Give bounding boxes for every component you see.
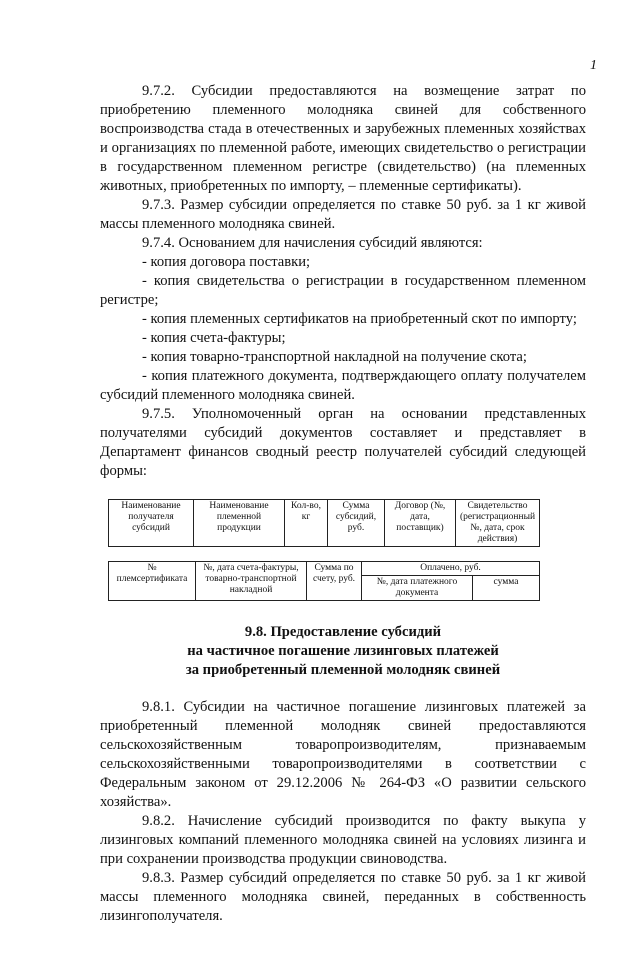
list-item: - копия договора поставки; xyxy=(142,254,311,270)
table-header: Наименование получателя субсидий xyxy=(109,500,194,547)
list-item: - копия платежного документа, подтверждающего оплату получателем субсидий племенного молодняка свиней. xyxy=(100,368,586,403)
paragraph: 9.8.3. Размер субсидий определяется по ставке 50 руб. за 1 кг живой массы племенного молодняка свиней, переданных в собственность лизингополучателя. xyxy=(100,870,586,924)
paragraph: 9.7.4. Основанием для начисления субсидий являются: xyxy=(142,235,483,251)
section-heading xyxy=(100,623,586,680)
list-item: - копия счета-фактуры; xyxy=(142,330,286,346)
table-header: Кол-во, кг xyxy=(285,500,328,547)
heading-line: за приобретенный племенной молодняк свиней xyxy=(185,662,501,678)
registry-table-2 xyxy=(108,561,540,601)
paragraph: 9.7.3. Размер субсидии определяется по ставке 50 руб. за 1 кг живой массы племенного молодняка свиней. xyxy=(100,197,586,232)
section-9-8-text xyxy=(100,698,586,926)
paragraph: 9.7.2. Субсидии предоставляются на возмещение затрат по приобретению племенного молодняка свиней для собственного воспроизводства стада в отечественных и зарубежных племенных хозяйствах и организациях по племенной работе, имеющих свидетельство о регистрации в государственном племенном регистре (свидетельство) (на племенных животных, приобретенных по импорту, – племенные сертификаты). xyxy=(100,83,586,194)
list-item: - копия товарно-транспортной накладной на получение скота; xyxy=(142,349,527,365)
list-item: - копия свидетельства о регистрации в государственном племенном регистре; xyxy=(100,273,586,308)
section-9-7-text xyxy=(100,82,586,481)
heading-line: на частичное погашение лизинговых платежей xyxy=(187,643,499,659)
table-header: Оплачено, руб. xyxy=(362,562,540,576)
paragraph: 9.7.5. Уполномоченный орган на основании представленных получателями субсидий документов составляет и представляет в Департамент финансов сводный реестр получателей субсидий следующей формы: xyxy=(100,406,586,479)
table-header: №, дата счета-фактуры, товарно-транспортной накладной xyxy=(196,562,307,601)
table-header: Свидетельство (регистрационный №, дата, срок действия) xyxy=(456,500,540,547)
table-header: № племсертификата xyxy=(109,562,196,601)
page-number: 1 xyxy=(590,58,597,73)
paragraph: 9.8.2. Начисление субсидий производится по факту выкупа у лизинговых компаний племенного молодняка свиней на условиях лизинга и при сохранении производства продукции свиноводства. xyxy=(100,813,586,867)
table-subheader: №, дата платежного документа xyxy=(362,576,473,601)
registry-table-1 xyxy=(108,499,540,547)
table-header: Сумма субсидий, руб. xyxy=(328,500,385,547)
table-header: Договор (№, дата, поставщик) xyxy=(385,500,456,547)
table-header: Сумма по счету, руб. xyxy=(307,562,362,601)
heading-line: 9.8. Предоставление субсидий xyxy=(244,624,442,640)
table-subheader: сумма xyxy=(473,576,540,601)
table-header: Наименование племенной продукции xyxy=(194,500,285,547)
list-item: - копия племенных сертификатов на приобретенный скот по импорту; xyxy=(142,311,577,327)
paragraph: 9.8.1. Субсидии на частичное погашение лизинговых платежей за приобретенный племенной молодняк свиней предоставляются сельскохозяйственным товаропроизводителям, признаваемым сельскохозяйственными товаропроизводителями в соответствии с Федеральным законом от 29.12.2006 № 264-ФЗ «О развитии сельского хозяйства». xyxy=(100,699,586,810)
